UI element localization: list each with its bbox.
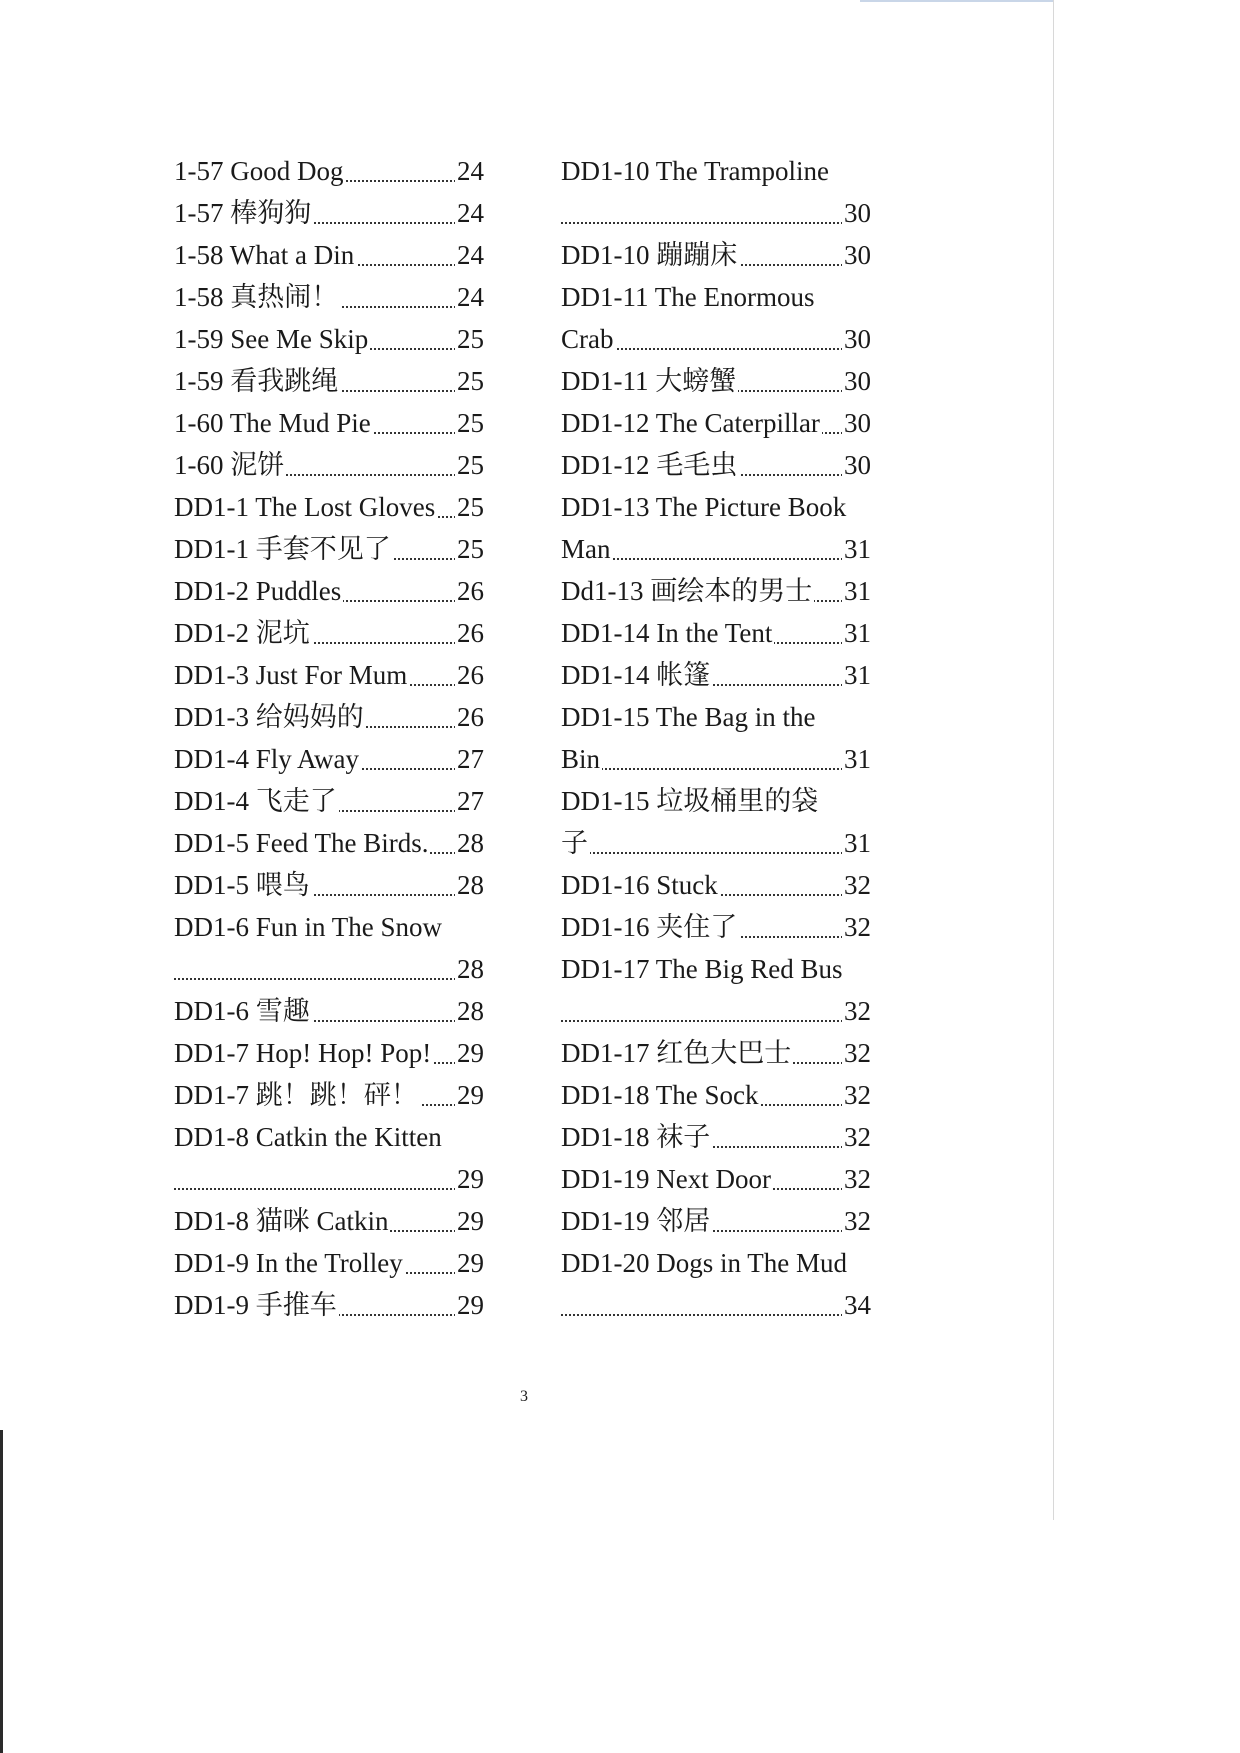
toc-entry [174, 1284, 484, 1326]
toc-entry [174, 990, 484, 1032]
toc-entry-page: 29 [455, 1074, 484, 1116]
toc-entry [561, 1116, 871, 1158]
toc-entry [561, 612, 871, 654]
toc-entry-title: DD1-4 飞走了 [174, 780, 339, 822]
toc-entry-title: DD1-8 猫咪 Catkin [174, 1200, 390, 1242]
toc-entry-page: 30 [842, 402, 871, 444]
toc-entry [174, 360, 484, 402]
toc-entry-page: 27 [455, 780, 484, 822]
toc-entry [174, 1158, 484, 1200]
toc-entry-page: 29 [455, 1158, 484, 1200]
toc-entry [174, 1242, 484, 1284]
toc-entry-title: DD1-8 Catkin the Kitten [174, 1116, 444, 1158]
toc-entry [561, 990, 871, 1032]
toc-entry [561, 318, 871, 360]
toc-entry [561, 276, 871, 318]
toc-entry-page: 30 [842, 234, 871, 276]
toc-entry-title: DD1-6 雪趣 [174, 990, 312, 1032]
toc-entry-page: 31 [842, 822, 871, 864]
toc-entry [561, 738, 871, 780]
scan-edge-left [0, 1430, 3, 1753]
toc-entry-page: 34 [842, 1284, 871, 1326]
toc-entry-page: 32 [842, 1158, 871, 1200]
toc-entry-title: DD1-3 Just For Mum [174, 654, 409, 696]
toc-entry-title: Bin [561, 738, 602, 780]
toc-entry [561, 150, 871, 192]
toc-entry [561, 696, 871, 738]
leader-dots [561, 1020, 871, 1022]
toc-entry-title: 1-59 See Me Skip [174, 318, 370, 360]
toc-entry-page: 30 [842, 318, 871, 360]
toc-entry-page: 31 [842, 612, 871, 654]
leader-dots [174, 1188, 484, 1190]
toc-entry [174, 486, 484, 528]
toc-entry-title: DD1-9 In the Trolley [174, 1242, 405, 1284]
toc-entry [174, 444, 484, 486]
toc-entry [561, 780, 871, 822]
toc-entry [561, 864, 871, 906]
toc-entry [561, 654, 871, 696]
toc-entry [174, 654, 484, 696]
toc-entry-title: 1-59 看我跳绳 [174, 360, 340, 402]
toc-entry-title: DD1-4 Fly Away [174, 738, 361, 780]
leader-dots [561, 1314, 871, 1316]
toc-entry-page: 32 [842, 1200, 871, 1242]
toc-entry-title: DD1-14 In the Tent [561, 612, 774, 654]
toc-entry-page: 28 [455, 990, 484, 1032]
toc-entry-title: DD1-10 蹦蹦床 [561, 234, 739, 276]
toc-entry-title: DD1-12 毛毛虫 [561, 444, 739, 486]
toc-entry [561, 570, 871, 612]
toc-entry [174, 402, 484, 444]
toc-entry-title: 1-57 Good Dog [174, 150, 346, 192]
toc-entry-page: 25 [455, 486, 484, 528]
toc-entry-page: 30 [842, 192, 871, 234]
toc-entry [174, 612, 484, 654]
toc-entry [174, 1032, 484, 1074]
toc-entry-page: 31 [842, 528, 871, 570]
toc-entry [561, 192, 871, 234]
scan-edge-top [860, 0, 1054, 2]
toc-entry-title: DD1-20 Dogs in The Mud [561, 1242, 849, 1284]
scan-edge-right [1053, 0, 1054, 1520]
toc-entry-page: 26 [455, 570, 484, 612]
toc-entry [174, 192, 484, 234]
toc-entry-title: DD1-15 The Bag in the [561, 696, 817, 738]
toc-entry [174, 318, 484, 360]
toc-entry-page: 31 [842, 654, 871, 696]
toc-entry-title: DD1-3 给妈妈的 [174, 696, 366, 738]
toc-entry-page: 25 [455, 528, 484, 570]
toc-entry-title: 1-60 泥饼 [174, 444, 286, 486]
toc-entry-title: DD1-9 手推车 [174, 1284, 339, 1326]
toc-entry-title: DD1-11 The Enormous [561, 276, 816, 318]
toc-entry-title: 1-57 棒狗狗 [174, 192, 313, 234]
toc-entry-page: 29 [455, 1284, 484, 1326]
toc-entry-title: DD1-17 The Big Red Bus [561, 948, 845, 990]
toc-entry-page: 32 [842, 906, 871, 948]
toc-entry-page: 28 [455, 948, 484, 990]
toc-entry [174, 948, 484, 990]
toc-entry-title: DD1-12 The Caterpillar [561, 402, 822, 444]
toc-entry-page: 29 [455, 1032, 484, 1074]
toc-entry [174, 864, 484, 906]
toc-right-column [561, 150, 871, 1326]
toc-entry [561, 402, 871, 444]
toc-entry-page: 30 [842, 360, 871, 402]
toc-entry-page: 26 [455, 696, 484, 738]
toc-entry-title: 子 [561, 822, 590, 864]
toc-entry-page: 24 [455, 192, 484, 234]
leader-dots [561, 768, 871, 770]
toc-entry-page: 25 [455, 360, 484, 402]
toc-entry [561, 486, 871, 528]
toc-entry-title: 1-60 The Mud Pie [174, 402, 373, 444]
toc-entry-page: 28 [455, 864, 484, 906]
toc-entry-page: 29 [455, 1200, 484, 1242]
toc-entry [561, 234, 871, 276]
toc-entry-title: DD1-18 The Sock [561, 1074, 760, 1116]
toc-entry [561, 528, 871, 570]
toc-entry [174, 1200, 484, 1242]
toc-entry-title: Dd1-13 画绘本的男士 [561, 570, 814, 612]
toc-entry [174, 780, 484, 822]
toc-entry [174, 738, 484, 780]
toc-entry-page: 31 [842, 738, 871, 780]
toc-entry [561, 1200, 871, 1242]
toc-entry-title: DD1-1 The Lost Gloves [174, 486, 437, 528]
toc-entry-title: DD1-16 Stuck [561, 864, 720, 906]
toc-entry-page: 31 [842, 570, 871, 612]
toc-entry-page: 32 [842, 1074, 871, 1116]
toc-entry-title: Crab [561, 318, 615, 360]
toc-entry-title: DD1-2 泥坑 [174, 612, 312, 654]
toc-entry-page: 24 [455, 276, 484, 318]
toc-entry-page: 28 [455, 822, 484, 864]
toc-entry-title: 1-58 What a Din [174, 234, 356, 276]
toc-entry-page: 32 [842, 990, 871, 1032]
toc-entry [561, 444, 871, 486]
toc-entry-title: DD1-1 手套不见了 [174, 528, 393, 570]
toc-entry [561, 822, 871, 864]
toc-entry-page: 26 [455, 612, 484, 654]
toc-entry [174, 1074, 484, 1116]
toc-entry-page: 27 [455, 738, 484, 780]
toc-entry [561, 906, 871, 948]
toc-entry [174, 528, 484, 570]
leader-dots [561, 222, 871, 224]
toc-entry-title: DD1-2 Puddles [174, 570, 343, 612]
toc-entry [174, 234, 484, 276]
toc-entry [561, 1074, 871, 1116]
toc-entry-title: DD1-6 Fun in The Snow [174, 906, 444, 948]
toc-entry-page: 25 [455, 318, 484, 360]
toc-entry [174, 822, 484, 864]
toc-entry [174, 276, 484, 318]
toc-entry-title: Man [561, 528, 613, 570]
toc-entry-title: DD1-16 夹住了 [561, 906, 739, 948]
toc-entry-page: 25 [455, 402, 484, 444]
leader-dots [561, 852, 871, 854]
toc-left-column [174, 150, 484, 1326]
leader-dots [174, 978, 484, 980]
toc-entry [561, 1284, 871, 1326]
toc-entry-page: 32 [842, 1032, 871, 1074]
toc-entry-page: 32 [842, 864, 871, 906]
toc-entry [174, 1116, 484, 1158]
toc-entry-title: DD1-14 帐篷 [561, 654, 712, 696]
toc-entry [174, 570, 484, 612]
toc-entry-page: 26 [455, 654, 484, 696]
toc-entry-page: 24 [455, 150, 484, 192]
toc-entry-title: DD1-19 邻居 [561, 1200, 712, 1242]
toc-entry [561, 360, 871, 402]
toc-entry-page: 29 [455, 1242, 484, 1284]
toc-entry-title: DD1-5 喂鸟 [174, 864, 312, 906]
toc-entry-title: DD1-15 垃圾桶里的袋 [561, 780, 820, 822]
toc-entry-title: DD1-7 Hop! Hop! Pop! [174, 1032, 433, 1074]
toc-entry-title: DD1-13 The Picture Book [561, 486, 848, 528]
toc-entry-page: 30 [842, 444, 871, 486]
toc-entry [174, 150, 484, 192]
toc-entry [561, 948, 871, 990]
toc-entry [561, 1032, 871, 1074]
toc-entry-title: DD1-19 Next Door [561, 1158, 773, 1200]
toc-entry [561, 1242, 871, 1284]
toc-entry-title: DD1-7 跳！跳！砰！ [174, 1074, 420, 1116]
toc-entry-title: DD1-10 The Trampoline [561, 150, 831, 192]
toc-entry-page: 25 [455, 444, 484, 486]
toc-entry [561, 1158, 871, 1200]
toc-entry [174, 696, 484, 738]
toc-entry [174, 906, 484, 948]
toc-entry-title: DD1-5 Feed The Birds. [174, 822, 430, 864]
toc-entry-title: DD1-18 袜子 [561, 1116, 712, 1158]
page-number: 3 [520, 1388, 528, 1405]
toc-entry-title: DD1-17 红色大巴士 [561, 1032, 793, 1074]
toc-entry-title: DD1-11 大螃蟹 [561, 360, 738, 402]
toc-entry-title: 1-58 真热闹！ [174, 276, 340, 318]
toc-entry-page: 24 [455, 234, 484, 276]
toc-entry-page: 32 [842, 1116, 871, 1158]
